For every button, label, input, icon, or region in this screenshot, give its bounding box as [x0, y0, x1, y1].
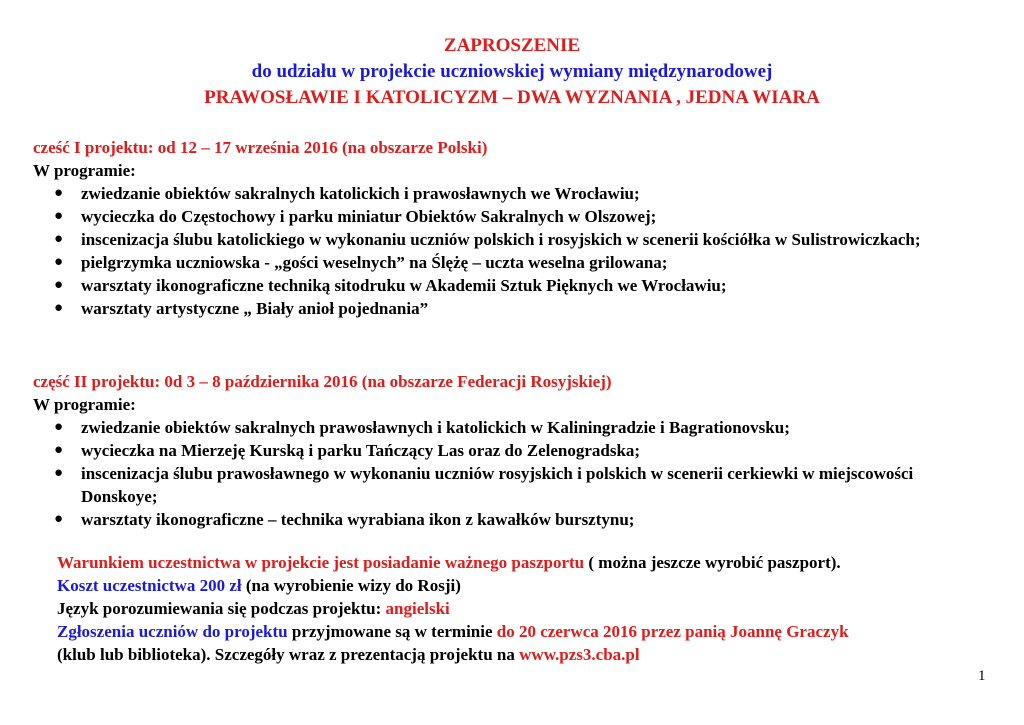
list-item-text: zwiedzanie obiektów sakralnych katolickich i prawosławnych we Wrocławiu; — [81, 184, 640, 203]
list-item-text: wycieczka na Mierzeję Kurską i parku Tańczący Las oraz do Zelenogradska; — [81, 441, 641, 460]
list-item — [33, 274, 993, 297]
bullet-dot-icon: ● — [54, 231, 64, 247]
list-item — [33, 297, 993, 320]
list-item-text: wycieczka do Częstochowy i parku miniatur Obiektów Sakralnych w Olszowej; — [81, 207, 657, 226]
details-text: (klub lub biblioteka). Szczegóły wraz z prezentacją projektu na — [57, 645, 520, 664]
list-item-text: inscenizacja ślubu katolickiego w wykonaniu uczniów polskich i rosyjskich w scenerii kościółka w Sulistrowiczkach; — [81, 230, 921, 249]
list-item-text: warsztaty ikonograficzne – technika wyrabiana ikon z kawałków bursztynu; — [81, 510, 635, 529]
list-item-text: warsztaty ikonograficzne techniką sitodruku w Akademii Sztuk Pięknych we Wrocławiu; — [81, 276, 727, 295]
bullet-dot-icon: ● — [54, 208, 64, 224]
part-two-program-list — [33, 416, 993, 531]
applications-deadline: do 20 czerwca 2016 przez panią Joannę Graczyk — [496, 622, 849, 641]
project-language — [57, 597, 997, 620]
applications-line — [57, 620, 997, 643]
page-number: 1 — [978, 668, 986, 684]
language-value: angielski — [385, 599, 450, 618]
list-item-text: warsztaty artystyczne „ Biały anioł pojednania” — [81, 299, 429, 318]
list-item-text: pielgrzymka uczniowska - „gości weselnych” na Ślężę – uczta weselna grilowana; — [81, 253, 668, 272]
details-line — [57, 643, 997, 666]
language-label: Język porozumiewania się podczas projektu: — [57, 599, 386, 618]
part-two-program-label: W programie: — [33, 395, 136, 414]
condition-note: ( można jeszcze wyrobić paszport). — [584, 553, 841, 572]
bullet-dot-icon: ● — [54, 300, 64, 316]
participation-condition — [57, 551, 997, 574]
invitation-subtitle: do udziału w projekcie uczniowskiej wymiany międzynarodowej — [251, 61, 773, 82]
part-two-section — [33, 370, 993, 531]
list-item — [33, 182, 993, 205]
applications-highlight: Zgłoszenia uczniów do projektu — [57, 622, 288, 641]
website-link[interactable]: www.pzs3.cba.pl — [519, 645, 640, 664]
bullet-dot-icon: ● — [54, 277, 64, 293]
part-one-title: cześć I projektu: od 12 – 17 września 2016 (na obszarze Polski) — [33, 138, 488, 157]
applications-text: przyjmowane są w terminie — [287, 622, 497, 641]
list-item — [33, 416, 993, 439]
list-item — [33, 462, 993, 508]
list-item — [33, 205, 993, 228]
list-item — [33, 228, 993, 251]
part-one-section — [33, 136, 993, 320]
part-one-program-list — [33, 182, 993, 320]
bullet-dot-icon: ● — [54, 419, 64, 435]
list-item — [33, 439, 993, 462]
participation-info — [57, 551, 997, 666]
bullet-dot-icon: ● — [54, 254, 64, 270]
list-item-text: inscenizacja ślubu prawosławnego w wykonaniu uczniów rosyjskich i polskich w scenerii cerkiewki w miejscowości Donskoye; — [81, 464, 914, 506]
project-theme: PRAWOSŁAWIE I KATOLICYZM – DWA WYZNANIA , JEDNA WIARA — [204, 87, 820, 108]
bullet-dot-icon: ● — [54, 465, 64, 481]
bullet-dot-icon: ● — [54, 185, 64, 201]
participation-cost — [57, 574, 997, 597]
invitation-header — [0, 33, 1024, 111]
part-one-program-label: W programie: — [33, 161, 136, 180]
cost-highlight: Koszt uczestnictwa 200 zł — [57, 576, 242, 595]
list-item — [33, 508, 993, 531]
list-item-text: zwiedzanie obiektów sakralnych prawosławnych i katolickich w Kaliningradzie i Bagrationovsku; — [81, 418, 790, 437]
bullet-dot-icon: ● — [54, 511, 64, 527]
cost-note: (na wyrobienie wizy do Rosji) — [241, 576, 461, 595]
condition-highlight: Warunkiem uczestnictwa w projekcie jest posiadanie ważnego paszportu — [57, 553, 585, 572]
part-two-title: część II projektu: 0d 3 – 8 października 2016 (na obszarze Federacji Rosyjskiej) — [33, 372, 612, 391]
bullet-dot-icon: ● — [54, 442, 64, 458]
list-item — [33, 251, 993, 274]
invitation-title: ZAPROSZENIE — [443, 35, 581, 56]
